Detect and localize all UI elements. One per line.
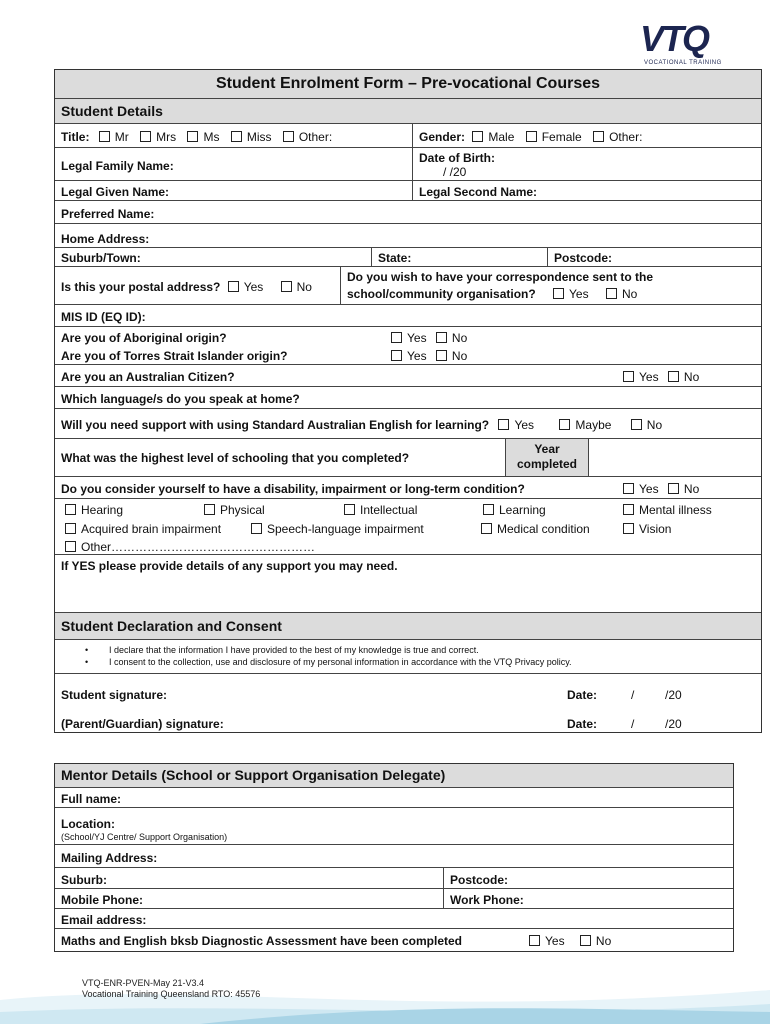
postal-address-row [55,267,761,305]
acquired-brain-checkbox[interactable] [65,523,76,534]
mentor-details-table [54,763,734,952]
mentor-location-label: Location: [61,817,115,831]
bksb-yes-checkbox[interactable] [529,935,540,946]
citizen-yes-checkbox[interactable] [623,371,634,382]
title-miss-checkbox[interactable] [231,131,242,142]
title-mr-checkbox[interactable] [99,131,110,142]
other-condition-checkbox[interactable] [65,541,76,552]
state-label: State: [378,251,412,265]
gender-female-checkbox[interactable] [526,131,537,142]
dob-label: Date of Birth: [419,151,495,165]
support-details-row[interactable] [55,555,761,613]
correspondence-question-line1: Do you wish to have your correspondence sent to the [347,270,654,284]
mental-illness-label: Mental illness [639,503,712,517]
parent-date-year: /20 [665,717,682,731]
support-no-checkbox[interactable] [631,419,642,430]
correspondence-no-label: No [621,287,638,301]
declaration-bullet-1: I declare that the information I have provided to the best of my knowledge is true and correct. [109,645,479,655]
mentor-work-phone-label: Work Phone: [450,893,524,907]
postal-yes-label: Yes [243,280,264,294]
support-details-label: If YES please provide details of any support you may need. [61,559,398,573]
correspondence-yes-checkbox[interactable] [553,288,564,299]
physical-label: Physical [220,503,265,517]
citizen-row [55,365,761,387]
mentor-postcode-label: Postcode: [450,873,509,887]
citizen-no-label: No [683,370,700,384]
citizen-yes-label: Yes [639,370,659,384]
torres-yes-label: Yes [407,349,427,363]
support-maybe-label: Maybe [575,418,612,432]
support-maybe-checkbox[interactable] [559,419,570,430]
declaration-bullets: • I declare that the information I have provided to the best of my knowledge is true and correct. • I consent to the collection, use and disclosure of my personal information in accordance with the VTQ Privacy policy. [55,640,761,674]
title-label: Title: [61,130,90,144]
bksb-question: Maths and English bksb Diagnostic Assessment have been completed [61,934,462,948]
schooling-question: What was the highest level of schooling that you completed? [61,451,410,465]
disability-yes-checkbox[interactable] [623,483,634,494]
logo-subtitle: VOCATIONAL TRAINING [644,60,722,66]
gender-male-checkbox[interactable] [472,131,483,142]
footer-org: Vocational Training Queensland RTO: 45576 [82,989,261,999]
student-signature-label: Student signature: [61,688,168,702]
language-row[interactable] [55,387,761,409]
year-completed-line1: Year [534,442,560,456]
bksb-row [55,929,733,951]
parent-date-slash: / [631,717,635,731]
title-ms-checkbox[interactable] [187,131,198,142]
vision-label: Vision [639,522,672,536]
support-no-label: No [646,418,663,432]
bksb-no-checkbox[interactable] [580,935,591,946]
student-details-heading: Student Details [55,99,761,124]
other-condition-label: Other…………………………………………… [81,540,316,554]
parent-signature-label: (Parent/Guardian) signature: [61,717,224,731]
support-row [55,409,761,439]
disability-no-label: No [683,482,700,496]
mentor-location-hint: (School/YJ Centre/ Support Organisation) [61,832,228,842]
medical-condition-label: Medical condition [497,522,590,536]
parent-date-label: Date: [567,717,598,731]
title-ms-label: Ms [203,130,220,144]
postal-no-checkbox[interactable] [281,281,292,292]
speech-language-checkbox[interactable] [251,523,262,534]
mis-id-label: MIS ID (EQ ID): [61,310,146,324]
intellectual-label: Intellectual [360,503,418,517]
support-yes-label: Yes [514,418,535,432]
torres-question: Are you of Torres Strait Islander origin? [61,349,288,363]
gender-other-label: Other: [609,130,643,144]
mentor-suburb-row [55,868,733,889]
medical-condition-checkbox[interactable] [481,523,492,534]
family-name-label: Legal Family Name: [61,159,174,173]
disability-row [55,477,761,499]
mentor-full-name-row[interactable] [55,788,733,808]
aboriginal-no-label: No [451,331,468,345]
speech-language-label: Speech-language impairment [267,522,424,536]
aboriginal-question: Are you of Aboriginal origin? [61,331,227,345]
home-address-label: Home Address: [61,232,150,246]
mentor-heading: Mentor Details (School or Support Organisation Delegate) [55,764,733,788]
citizen-question: Are you an Australian Citizen? [61,370,235,384]
mentor-phone-row [55,889,733,909]
title-mrs-label: Mrs [156,130,177,144]
year-completed-line2: completed [516,457,577,471]
gender-label: Gender: [419,130,466,144]
acquired-brain-label: Acquired brain impairment [81,522,222,536]
footer-doc-code: VTQ-ENR-PVEN-May 21-V3.4 [82,978,205,988]
suburb-row [55,248,761,267]
family-name-row [55,148,761,181]
torres-no-label: No [451,349,468,363]
given-name-row [55,181,761,201]
mentor-email-label: Email address: [61,913,147,927]
dob-value: / /20 [443,165,467,179]
title-miss-label: Miss [246,130,272,144]
learning-label: Learning [499,503,546,517]
postal-question: Is this your postal address? [61,280,221,294]
form-title: Student Enrolment Form – Pre-vocational Courses [55,70,761,99]
student-date-label: Date: [567,688,598,702]
bksb-no-label: No [595,934,612,948]
support-question: Will you need support with using Standard Australian English for learning? [61,418,490,432]
declaration-heading: Student Declaration and Consent [55,613,761,640]
disability-question: Do you consider yourself to have a disability, impairment or long-term condition? [61,482,525,496]
mental-illness-checkbox[interactable] [623,504,634,515]
torres-no-checkbox[interactable] [436,350,447,361]
gender-other-checkbox[interactable] [593,131,604,142]
schooling-row [55,439,761,477]
torres-yes-checkbox[interactable] [391,350,402,361]
preferred-name-row[interactable] [55,201,761,224]
year-completed-box [505,439,589,476]
citizen-no-checkbox[interactable] [668,371,679,382]
correspondence-no-checkbox[interactable] [606,288,617,299]
second-name-label: Legal Second Name: [419,185,538,199]
suburb-label: Suburb/Town: [61,251,141,265]
mentor-location-row[interactable] [55,808,733,845]
postal-no-label: No [296,280,312,294]
aboriginal-yes-checkbox[interactable] [391,332,402,343]
conditions-row [55,499,761,555]
home-address-row[interactable] [55,224,761,248]
dob-field[interactable] [412,148,761,180]
origin-row [55,327,761,365]
given-name-label: Legal Given Name: [61,185,170,199]
title-mr-label: Mr [114,130,129,144]
signature-block [55,674,761,732]
mentor-full-name-label: Full name: [61,792,122,806]
declaration-bullet-2: I consent to the collection, use and disclosure of my personal information in accordance with the VTQ Privacy policy. [109,657,572,667]
intellectual-checkbox[interactable] [344,504,355,515]
student-date-slash: / [631,688,635,702]
mentor-mailing-row[interactable] [55,845,733,868]
footer [82,978,260,1000]
mentor-mailing-label: Mailing Address: [61,851,158,865]
disability-yes-label: Yes [639,482,659,496]
disability-no-checkbox[interactable] [668,483,679,494]
mentor-suburb-label: Suburb: [61,873,107,887]
correspondence-yes-label: Yes [569,287,589,301]
gender-male-label: Male [488,130,515,144]
mentor-mobile-label: Mobile Phone: [61,893,143,907]
support-yes-checkbox[interactable] [498,419,509,430]
mis-id-row[interactable] [55,305,761,327]
aboriginal-yes-label: Yes [407,331,427,345]
hearing-checkbox[interactable] [65,504,76,515]
correspondence-question-line2: school/community organisation? [347,287,536,301]
mentor-email-row[interactable] [55,909,733,929]
title-other-label: Other: [298,130,333,144]
language-question: Which language/s do you speak at home? [61,392,300,406]
student-date-year: /20 [665,688,682,702]
student-details-table [54,69,762,733]
title-mrs-checkbox[interactable] [140,131,151,142]
title-other-checkbox[interactable] [283,131,294,142]
hearing-label: Hearing [81,503,124,517]
logo-text: VTQ [640,18,709,59]
physical-checkbox[interactable] [204,504,215,515]
gender-female-label: Female [541,130,582,144]
learning-checkbox[interactable] [483,504,494,515]
vision-checkbox[interactable] [623,523,634,534]
postal-yes-checkbox[interactable] [228,281,239,292]
bksb-yes-label: Yes [545,934,565,948]
title-gender-row [55,124,761,148]
preferred-name-label: Preferred Name: [61,207,155,221]
postcode-label: Postcode: [554,251,613,265]
aboriginal-no-checkbox[interactable] [436,332,447,343]
